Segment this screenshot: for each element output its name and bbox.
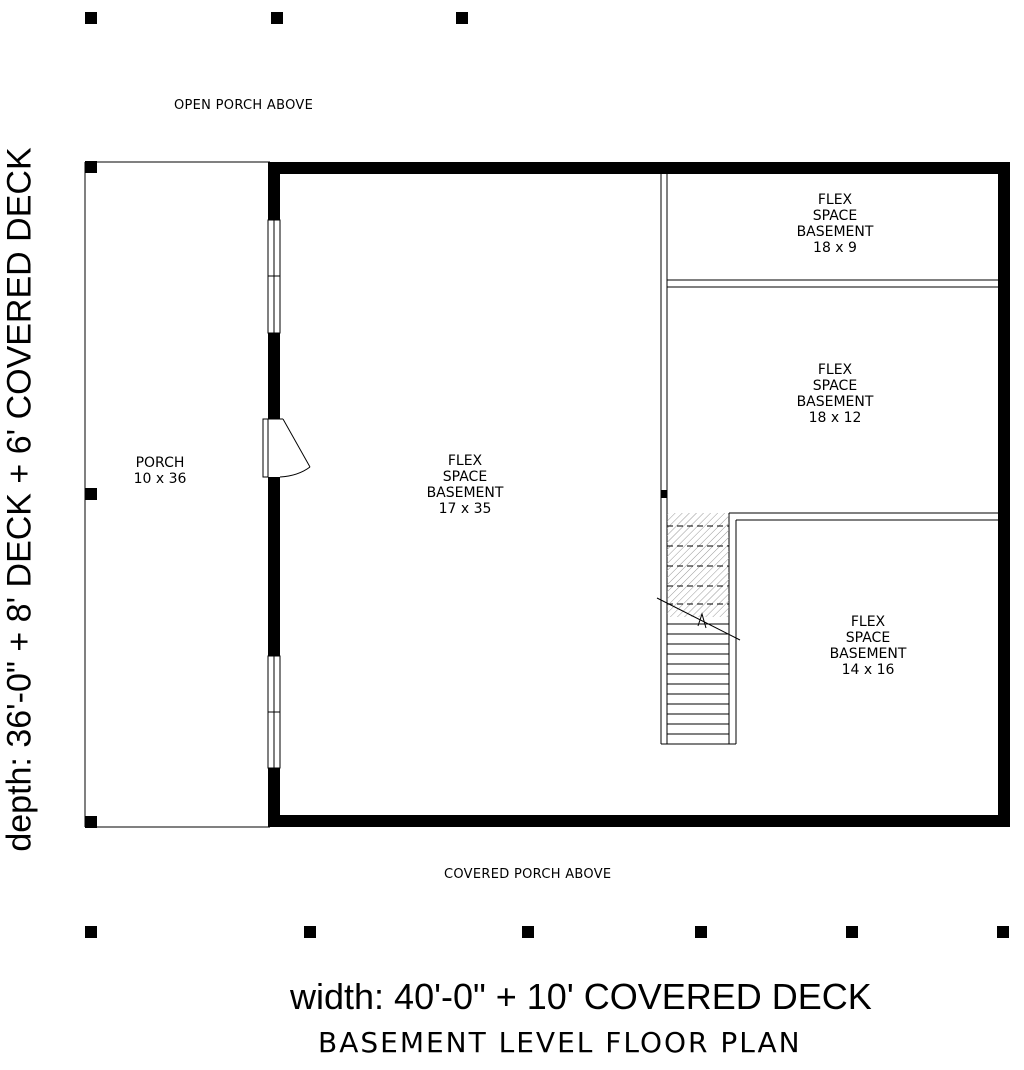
room-size: 14 x 16 xyxy=(841,662,895,678)
covered-porch-above-note: COVERED PORCH ABOVE xyxy=(444,867,612,882)
porch-name: PORCH xyxy=(135,455,185,471)
flex-top-label xyxy=(775,192,895,256)
room-line: FLEX xyxy=(817,362,853,378)
room-line: SPACE xyxy=(812,208,858,224)
flex-bottom-label xyxy=(808,614,928,678)
room-line: SPACE xyxy=(845,630,891,646)
column-markers xyxy=(85,12,1009,938)
main-basement-label xyxy=(405,453,525,517)
porch-size: 10 x 36 xyxy=(133,471,187,487)
room-size: 17 x 35 xyxy=(438,501,492,517)
open-porch-above-note: OPEN PORCH ABOVE xyxy=(174,98,314,113)
room-line: BASEMENT xyxy=(796,394,874,410)
depth-dimension: depth: 36'-0" + 8' DECK + 6' COVERED DECK xyxy=(0,147,39,852)
room-size: 18 x 9 xyxy=(813,240,857,256)
room-line: FLEX xyxy=(447,453,483,469)
exterior-wall-left-seg xyxy=(268,477,280,656)
exterior-wall-top xyxy=(268,162,1010,174)
exterior-wall-left-seg xyxy=(268,768,280,827)
room-line: BASEMENT xyxy=(426,485,504,501)
column-marker xyxy=(695,926,707,938)
room-line: FLEX xyxy=(850,614,886,630)
entry-door xyxy=(263,419,310,477)
column-marker xyxy=(85,12,97,24)
column-marker xyxy=(846,926,858,938)
column-marker xyxy=(85,488,97,500)
column-marker xyxy=(85,161,97,173)
column-marker xyxy=(271,12,283,24)
column-marker xyxy=(456,12,468,24)
porch-outline xyxy=(85,162,270,827)
wall-post xyxy=(661,490,667,498)
room-size: 18 x 12 xyxy=(808,410,862,426)
width-dimension: width: 40'-0" + 10' COVERED DECK xyxy=(290,976,872,1017)
flex-mid-label xyxy=(775,362,895,426)
room-line: BASEMENT xyxy=(796,224,874,240)
room-line: SPACE xyxy=(812,378,858,394)
column-marker xyxy=(304,926,316,938)
exterior-wall-bottom xyxy=(268,815,1010,827)
column-marker xyxy=(85,816,97,828)
exterior-wall-left-seg xyxy=(268,333,280,419)
column-marker xyxy=(85,926,97,938)
room-line: SPACE xyxy=(442,469,488,485)
exterior-wall-right xyxy=(998,162,1010,827)
stairs xyxy=(657,513,740,734)
room-line: FLEX xyxy=(817,192,853,208)
exterior-walls xyxy=(268,162,1010,827)
column-marker xyxy=(522,926,534,938)
plan-title: BASEMENT LEVEL FLOOR PLAN xyxy=(318,1026,802,1059)
exterior-wall-left-seg xyxy=(268,162,280,220)
porch-label xyxy=(120,455,200,487)
column-marker xyxy=(997,926,1009,938)
room-line: BASEMENT xyxy=(829,646,907,662)
